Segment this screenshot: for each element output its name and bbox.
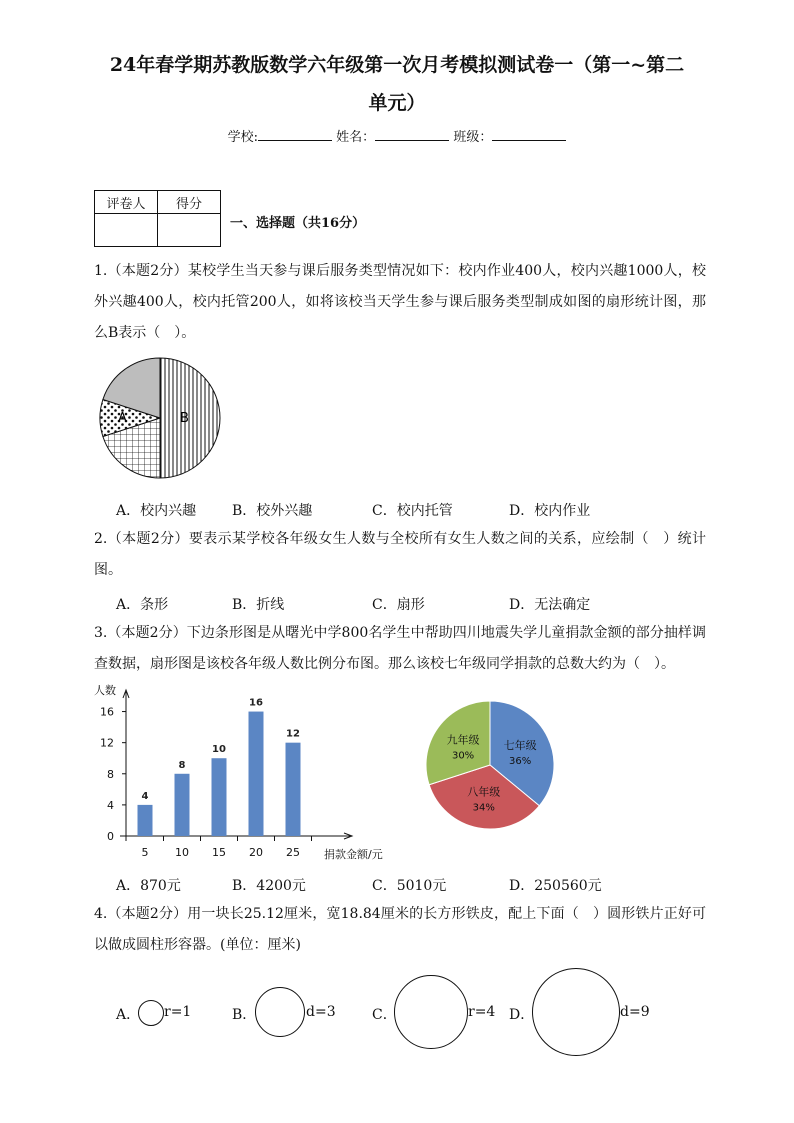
q1-option-c[interactable]: C．校内托管 xyxy=(372,503,453,519)
bar-y-tick-label: 12 xyxy=(100,736,114,750)
grader-cell[interactable] xyxy=(95,214,158,247)
student-info xyxy=(0,126,794,145)
bar-y-label: 人数 xyxy=(94,684,116,697)
pie-slice-percent: 34% xyxy=(472,802,495,814)
question-1-text: 1.（本题2分）某校学生当天参与课后服务类型情况如下：校内作业400人，校内兴趣1000人，校外兴趣400人，校内托管200人，如将该校当天学生参与课后服务类型制成如图的扇形统计图，那么B表示（ ）。 xyxy=(94,263,706,341)
bar-y-tick-label: 8 xyxy=(107,767,114,781)
score-cell[interactable] xyxy=(158,214,221,247)
pie-slice-b xyxy=(160,358,220,478)
q3-pie-chart xyxy=(420,695,570,840)
q4-option-b-label: d=3 xyxy=(306,1004,336,1020)
q3-option-c[interactable]: C．5010元 xyxy=(372,878,447,894)
name-blank[interactable] xyxy=(375,128,449,141)
q3-option-b[interactable]: B．4200元 xyxy=(232,878,306,894)
exam-title-line1: 24年春学期苏教版数学六年级第一次月考模拟测试卷一（第一~第二 xyxy=(109,54,685,76)
bar xyxy=(138,805,153,836)
q1-option-b[interactable]: B．校外兴趣 xyxy=(232,503,313,519)
bar-value-label: 16 xyxy=(249,697,263,709)
bar-y-tick-label: 4 xyxy=(107,798,114,812)
q4-circle-b[interactable] xyxy=(255,987,305,1037)
pie-slice-percent: 36% xyxy=(508,755,532,767)
q2-option-d[interactable]: D．无法确定 xyxy=(509,597,591,613)
q1-option-a[interactable]: A．校内兴趣 xyxy=(116,503,197,519)
q4-option-d-label: d=9 xyxy=(620,1004,650,1020)
pie-label-a: A xyxy=(118,411,127,426)
q2-option-a[interactable]: A．条形 xyxy=(116,597,169,613)
pie-label-b: B xyxy=(180,411,189,426)
class-blank[interactable] xyxy=(492,128,566,141)
school-blank[interactable] xyxy=(258,128,332,141)
q4-option-b-letter[interactable]: B． xyxy=(232,1007,257,1023)
bar-y-tick-label: 0 xyxy=(107,830,114,843)
q4-circle-c[interactable] xyxy=(394,975,468,1049)
pie-slice-name: 七年级 xyxy=(503,738,537,752)
school-label: 学校: xyxy=(227,130,259,145)
q3-option-a[interactable]: A．870元 xyxy=(116,878,181,894)
bar-x-tick-label: 25 xyxy=(286,846,300,859)
bar-value-label: 8 xyxy=(178,759,186,771)
exam-title-line2: 单元） xyxy=(368,92,426,114)
section-title: 一、选择题（共16分） xyxy=(230,216,366,231)
q3-bar-chart xyxy=(90,680,390,870)
q1-pie-chart xyxy=(96,356,226,486)
bar xyxy=(175,774,190,836)
bar-value-label: 4 xyxy=(141,790,149,802)
q2-option-b[interactable]: B．折线 xyxy=(232,597,285,613)
q1-option-d[interactable]: D．校内作业 xyxy=(509,503,591,519)
grader-label: 评卷人 xyxy=(95,191,158,214)
bar xyxy=(286,743,301,836)
q4-option-a-label: r=1 xyxy=(164,1004,192,1020)
class-label: 班级： xyxy=(453,130,493,145)
bar xyxy=(212,758,227,836)
q4-circle-d[interactable] xyxy=(532,968,620,1056)
pie-slice-name: 八年级 xyxy=(467,785,501,799)
bar-x-tick-label: 20 xyxy=(249,846,263,859)
bar-y-tick-label: 16 xyxy=(100,705,114,719)
q3-option-d[interactable]: D．250560元 xyxy=(509,878,602,894)
q4-circle-a[interactable] xyxy=(138,1000,164,1026)
q2-option-c[interactable]: C．扇形 xyxy=(372,597,425,613)
q4-option-d-letter[interactable]: D． xyxy=(509,1007,535,1023)
q4-option-a-letter[interactable]: A． xyxy=(116,1007,141,1023)
pie-slice-percent: 30% xyxy=(451,750,475,762)
q4-option-c-label: r=4 xyxy=(468,1004,496,1020)
question-3-text: 3.（本题2分）下边条形图是从曙光中学800名学生中帮助四川地震失学儿童捐款金额的部分抽样调查数据，扇形图是该校各年级人数比例分布图。那么该校七年级同学捐款的总数大约为（ ）。 xyxy=(94,625,706,672)
bar-x-tick-label: 10 xyxy=(175,846,189,859)
bar-x-tick-label: 15 xyxy=(212,846,226,859)
bar xyxy=(249,712,264,836)
name-label: 姓名： xyxy=(336,130,376,145)
question-2-text: 2.（本题2分）要表示某学校各年级女生人数与全校所有女生人数之间的关系，应绘制（ ）统计图。 xyxy=(94,531,706,578)
q4-option-c-letter[interactable]: C． xyxy=(372,1007,397,1023)
bar-value-label: 12 xyxy=(286,728,300,740)
score-label: 得分 xyxy=(158,191,221,214)
pie-slice-name: 九年级 xyxy=(446,733,480,747)
bar-x-tick-label: 5 xyxy=(141,846,149,859)
bar-x-label: 捐款金额/元 xyxy=(324,848,383,861)
bar-value-label: 10 xyxy=(212,744,226,756)
score-table xyxy=(94,190,221,247)
question-4-text: 4.（本题2分）用一块长25.12厘米，宽18.84厘米的长方形铁皮，配上下面（ ）圆形铁片正好可以做成圆柱形容器。(单位：厘米) xyxy=(94,906,706,953)
